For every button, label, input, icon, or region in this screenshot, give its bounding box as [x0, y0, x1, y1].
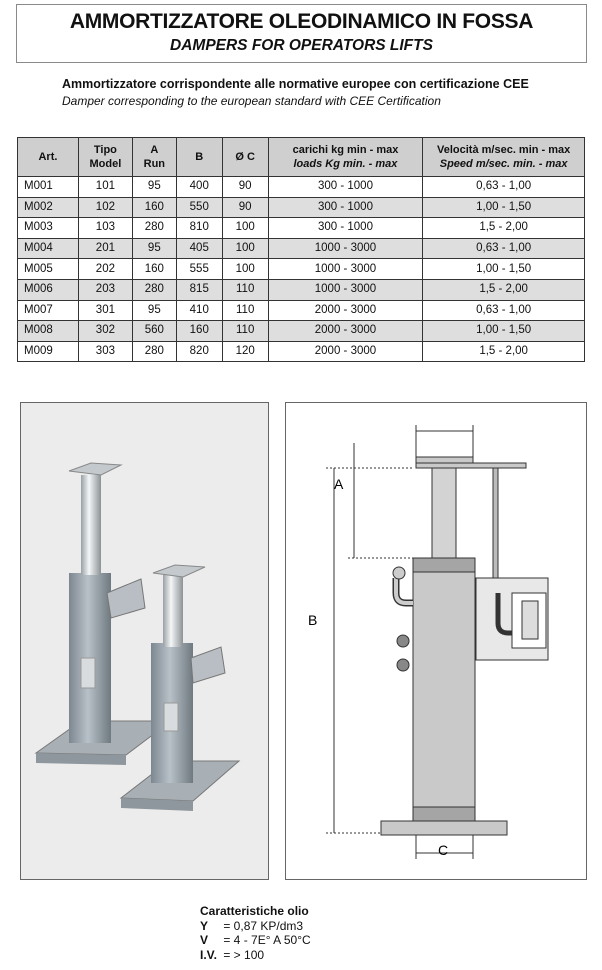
cell-a: 160	[132, 197, 176, 218]
cell-art: M003	[18, 218, 79, 239]
cell-a: 95	[132, 300, 176, 321]
table-row	[18, 238, 585, 259]
cell-c: 110	[222, 279, 268, 300]
cell-a: 560	[132, 321, 176, 342]
table-row	[18, 300, 585, 321]
cell-c: 100	[222, 259, 268, 280]
oil-value: = > 100	[223, 947, 265, 962]
cell-c: 90	[222, 197, 268, 218]
drawing-label-a: A	[334, 476, 344, 492]
header-tipo	[78, 138, 132, 177]
cell-tipo: 203	[78, 279, 132, 300]
cell-tipo: 103	[78, 218, 132, 239]
cell-b: 410	[176, 300, 222, 321]
cell-loads: 2000 - 3000	[268, 321, 423, 342]
page-subtitle: DAMPERS FOR OPERATORS LIFTS	[170, 37, 433, 54]
cell-a: 280	[132, 279, 176, 300]
header-speed-en: Speed m/sec. min. - max	[439, 158, 568, 170]
cell-b: 160	[176, 321, 222, 342]
cell-b: 405	[176, 238, 222, 259]
cell-speed: 0,63 - 1,00	[423, 300, 585, 321]
cell-art: M002	[18, 197, 79, 218]
cell-c: 100	[222, 238, 268, 259]
oil-value: = 0,87 KP/dm3	[223, 918, 304, 933]
drawing-base-plate	[381, 821, 507, 835]
cell-a: 280	[132, 341, 176, 362]
title-box	[16, 4, 587, 63]
cell-loads: 1000 - 3000	[268, 238, 423, 259]
drawing-label-c: C	[438, 842, 449, 858]
header-speed-it: Velocità m/sec. min - max	[437, 144, 571, 156]
cell-speed: 1,00 - 1,50	[423, 197, 585, 218]
technical-drawing	[285, 402, 587, 880]
header-loads	[268, 138, 423, 177]
cell-art: M007	[18, 300, 79, 321]
cell-loads: 2000 - 3000	[268, 341, 423, 362]
cell-b: 820	[176, 341, 222, 362]
header-loads-en: loads Kg min. - max	[293, 158, 398, 170]
cell-art: M004	[18, 238, 79, 259]
header-tipo-en: Model	[89, 158, 122, 170]
cell-a: 95	[132, 238, 176, 259]
table-row	[18, 177, 585, 198]
cell-tipo: 102	[78, 197, 132, 218]
damper-photo-illustration	[21, 403, 268, 879]
header-speed	[423, 138, 585, 177]
table-row	[18, 259, 585, 280]
cell-speed: 1,5 - 2,00	[423, 279, 585, 300]
cell-speed: 1,00 - 1,50	[423, 259, 585, 280]
cell-b: 810	[176, 218, 222, 239]
cell-b: 815	[176, 279, 222, 300]
cell-loads: 2000 - 3000	[268, 300, 423, 321]
product-photo	[20, 402, 269, 880]
header-a-it: A	[150, 144, 159, 156]
cell-a: 95	[132, 177, 176, 198]
cell-b: 400	[176, 177, 222, 198]
cell-b: 550	[176, 197, 222, 218]
oil-key: V	[200, 933, 209, 947]
oil-key: Y	[200, 918, 209, 933]
cell-speed: 1,5 - 2,00	[423, 341, 585, 362]
cell-c: 120	[222, 341, 268, 362]
table-row	[18, 197, 585, 218]
oil-row-v	[200, 933, 311, 948]
spec-table	[17, 137, 585, 362]
cell-art: M001	[18, 177, 79, 198]
header-c: Ø C	[222, 138, 268, 177]
header-art: Art.	[18, 138, 79, 177]
cell-speed: 0,63 - 1,00	[423, 177, 585, 198]
cell-tipo: 303	[78, 341, 132, 362]
drawing-rod	[432, 468, 456, 560]
intro-english: Damper corresponding to the european standard with CEE Certification	[62, 94, 441, 108]
cell-tipo: 202	[78, 259, 132, 280]
oil-row-iv	[200, 948, 311, 963]
oil-value: = 4 - 7E° A 50°C	[223, 933, 311, 947]
left-top-plate	[69, 463, 121, 475]
cell-speed: 1,5 - 2,00	[423, 218, 585, 239]
header-a	[132, 138, 176, 177]
right-damper-rod	[163, 575, 183, 647]
cell-art: M009	[18, 341, 79, 362]
drawing-label-b: B	[308, 612, 318, 628]
cell-a: 280	[132, 218, 176, 239]
drawing-body	[413, 558, 475, 823]
cell-b: 555	[176, 259, 222, 280]
cell-tipo: 301	[78, 300, 132, 321]
cell-tipo: 302	[78, 321, 132, 342]
cell-c: 100	[222, 218, 268, 239]
cell-art: M005	[18, 259, 79, 280]
damper-drawing-illustration	[286, 403, 586, 879]
right-top-plate	[153, 565, 205, 577]
intro-italian: Ammortizzatore corrispondente alle normative europee con certificazione CEE	[62, 77, 529, 91]
cell-loads: 300 - 1000	[268, 218, 423, 239]
table-row	[18, 218, 585, 239]
cell-c: 110	[222, 300, 268, 321]
header-b: B	[176, 138, 222, 177]
oil-key: I.V.	[200, 947, 217, 962]
oil-row-y	[200, 919, 311, 934]
cell-loads: 300 - 1000	[268, 177, 423, 198]
header-a-en: Run	[143, 158, 166, 170]
cell-c: 90	[222, 177, 268, 198]
cell-art: M008	[18, 321, 79, 342]
table-header-row	[18, 138, 585, 177]
cell-tipo: 101	[78, 177, 132, 198]
header-tipo-it: Tipo	[93, 144, 117, 156]
table-row	[18, 341, 585, 362]
table-row	[18, 321, 585, 342]
cell-loads: 1000 - 3000	[268, 259, 423, 280]
oil-heading: Caratteristiche olio	[200, 904, 309, 918]
cell-loads: 300 - 1000	[268, 197, 423, 218]
cell-art: M006	[18, 279, 79, 300]
cell-tipo: 201	[78, 238, 132, 259]
oil-characteristics	[200, 904, 311, 962]
cell-loads: 1000 - 3000	[268, 279, 423, 300]
cell-a: 160	[132, 259, 176, 280]
table-row	[18, 279, 585, 300]
header-loads-it: carichi kg min - max	[292, 144, 399, 156]
cell-speed: 1,00 - 1,50	[423, 321, 585, 342]
cell-c: 110	[222, 321, 268, 342]
left-damper-rod	[81, 475, 101, 575]
table-body	[18, 177, 585, 362]
page-title: AMMORTIZZATORE OLEODINAMICO IN FOSSA	[69, 10, 534, 33]
cell-speed: 0,63 - 1,00	[423, 238, 585, 259]
